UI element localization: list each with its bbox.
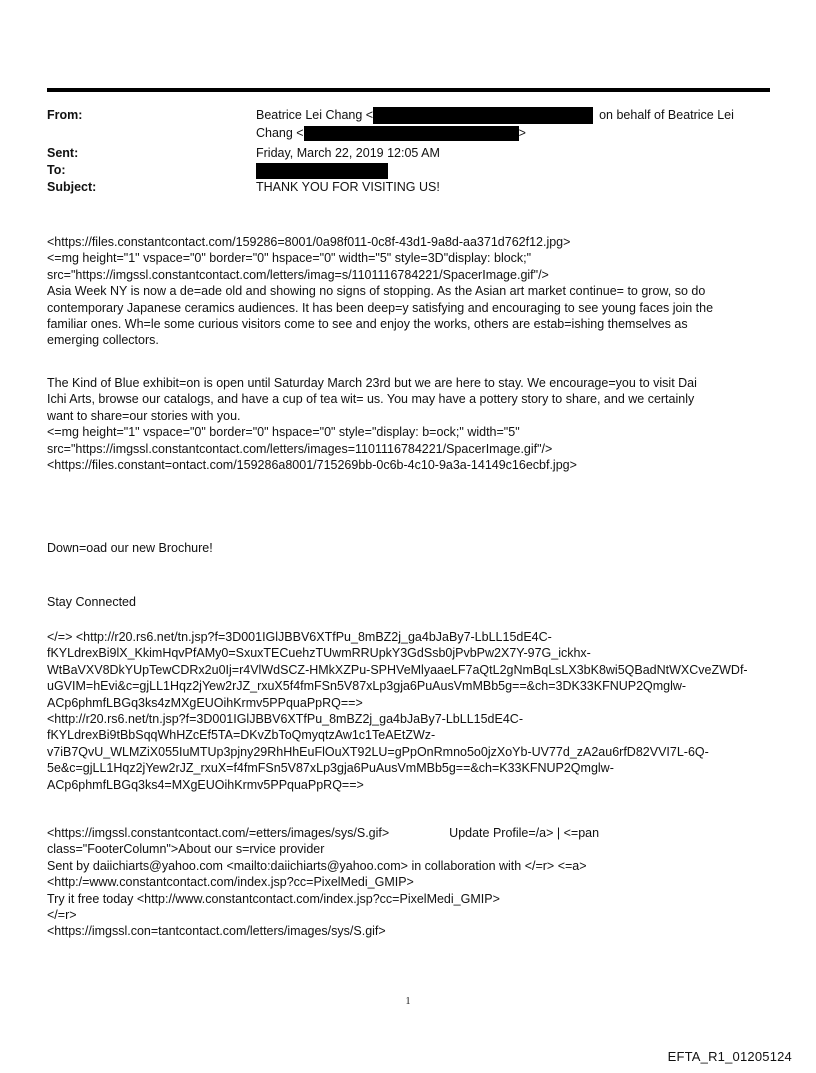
from-on-behalf: on behalf of Beatrice Lei bbox=[599, 108, 734, 122]
from-value-line2 bbox=[256, 125, 526, 142]
page-number: 1 bbox=[405, 996, 411, 1007]
subject-value: THANK YOU FOR VISITING US! bbox=[256, 180, 440, 194]
body-line: v7iB7QvU_WLMZiX055IuMTUp3pjny29RhHhEuFlOuXT92LU=gPpOnRmno5o0jzXoYb-UV77d_zA2au6rfD82VVI7L-6Q- bbox=[47, 744, 709, 759]
body-line: Ichi Arts, browse our catalogs, and have a cup of tea wit= us. You may have a pottery story to share, and we certainly bbox=[47, 392, 695, 407]
body-line: src="https://imgssl.constantcontact.com/letters/imag=s/1101116784221/SpacerImage.gif"/> bbox=[47, 267, 549, 282]
redaction-box bbox=[373, 107, 593, 124]
body-line: </=> <http://r20.rs6.net/tn.jsp?f=3D001IGlJBBV6XTfPu_8mBZ2j_ga4bJaBy7-LbLL15dE4C- bbox=[47, 630, 552, 644]
body-block-4 bbox=[47, 825, 772, 940]
body-line: <=mg height="1" vspace="0" border="0" hspace="0" width="5" style=3D"display: block;" bbox=[47, 251, 532, 266]
body-line: class="FooterColumn">About our s=rvice provider bbox=[47, 842, 325, 857]
body-line: <https://files.constant=ontact.com/159286a8001/715269bb-0c6b-4c10-9a3a-14149c16ecbf.jpg> bbox=[47, 458, 577, 473]
to-label: To: bbox=[47, 163, 66, 177]
footer-first-line bbox=[47, 825, 772, 841]
body-line: ACp6phmfLBGq3ks4=MXgEUOihKrmv5PPquaPpRQ==> bbox=[47, 777, 364, 792]
body-block-1 bbox=[47, 234, 772, 349]
from-value bbox=[256, 107, 734, 124]
sent-value: Friday, March 22, 2019 12:05 AM bbox=[256, 146, 440, 160]
body-line: want to share=our stories with you. bbox=[47, 408, 241, 423]
subject-label: Subject: bbox=[47, 180, 97, 194]
body-line: emerging collectors. bbox=[47, 333, 159, 348]
body-line: <https://files.constantcontact.com/159286=8001/0a98f011-0c8f-43d1-9a8d-aa371d762f12.jpg> bbox=[47, 235, 571, 249]
download-brochure-text: Down=oad our new Brochure! bbox=[47, 541, 213, 555]
bates-number: EFTA_R1_01205124 bbox=[667, 1049, 792, 1064]
body-line: <http://r20.rs6.net/tn.jsp?f=3D001IGlJBBV6XTfPu_8mBZ2j_ga4bJaBy7-LbLL15dE4C- bbox=[47, 712, 523, 727]
redaction-box bbox=[256, 163, 388, 179]
body-line: fKYLdrexBi9lX_KkimHqvPfAMy0=SxuxTECuehzTUwmRRUpkY3GdSsb0jPvbPw2X7Y-97G_ickhx- bbox=[47, 646, 591, 661]
body-line: WtBaVXV8DkYUpTewCDRx2u0Ij=r4VlWdSCZ-HMkXZPu-SPHVeMlyaaeLF7aQtL2gNmBqLsLX3bK8wi5QBadNtWXCveZWDf- bbox=[47, 662, 748, 677]
body-block-3 bbox=[47, 629, 772, 793]
stay-connected-text: Stay Connected bbox=[47, 595, 136, 609]
body-line: <=mg height="1" vspace="0" border="0" hspace="0" style="display: b=ock;" width="5" bbox=[47, 425, 520, 440]
header-rule bbox=[47, 88, 770, 92]
body-line: familiar ones. Wh=le some curious visitors come to see and enjoy the works, others are estab=ishing themselves as bbox=[47, 317, 688, 332]
body-line: <http:/=www.constantcontact.com/index.jsp?cc=PixelMedi_GMIP> bbox=[47, 875, 414, 890]
body-block-2 bbox=[47, 375, 772, 473]
redaction-box bbox=[304, 126, 519, 141]
body-line: src="https://imgssl.constantcontact.com/letters/images=1101116784221/SpacerImage.gif"/> bbox=[47, 441, 553, 456]
body-line: <https://imgssl.constantcontact.com/=etters/images/sys/S.gif> bbox=[47, 826, 390, 840]
body-line: fKYLdrexBi9tBbSqqWhHZcEf5TA=DKvZbToQmyqtzAw1c1TeAEtZWz- bbox=[47, 728, 436, 743]
body-line: Asia Week NY is now a de=ade old and showing no signs of stopping. As the Asian art market continue= to grow, so do bbox=[47, 284, 706, 299]
body-line: ACp6phmfLBGq3ks4zMXgEUOihKrmv5PPquaPpRQ==> bbox=[47, 695, 363, 710]
body-line: uGVIM=hEvi&c=gjLL1Hqz2jYew2rJZ_rxuX5f4fmFSn5V87xLp3gja6PuAusVmMBb5g==&ch=3DK33KFNUP2Qmglw- bbox=[47, 679, 687, 694]
from-label: From: bbox=[47, 108, 83, 122]
from-line2: Chang < bbox=[256, 126, 304, 140]
sent-label: Sent: bbox=[47, 146, 79, 160]
body-line: contemporary Japanese ceramics audiences. It has been deep=y satisfying and encouraging to see young faces join the bbox=[47, 300, 714, 315]
body-line: 5e&c=gjLL1Hqz2jYew2rJZ_rxuX=f4fmFSn5V87xLp3gja6PuAusVmMBb5g==&ch=K33KFNUP2Qmglw- bbox=[47, 761, 614, 776]
body-line: Update Profile=/a> | <=pan bbox=[449, 826, 600, 840]
from-line2-end: > bbox=[518, 126, 526, 140]
body-line: Try it free today <http://www.constantcontact.com/index.jsp?cc=PixelMedi_GMIP> bbox=[47, 891, 500, 906]
from-name: Beatrice Lei Chang < bbox=[256, 108, 374, 122]
body-line: The Kind of Blue exhibit=on is open until Saturday March 23rd but we are here to stay. We encourage=you to visit Dai bbox=[47, 376, 697, 390]
body-line: </=r> bbox=[47, 908, 77, 923]
to-value bbox=[256, 162, 388, 179]
body-line: <https://imgssl.con=tantcontact.com/letters/images/sys/S.gif> bbox=[47, 924, 386, 939]
body-line: Sent by daiichiarts@yahoo.com <mailto:daiichiarts@yahoo.com> in collaboration with </=r> <=a> bbox=[47, 858, 587, 873]
